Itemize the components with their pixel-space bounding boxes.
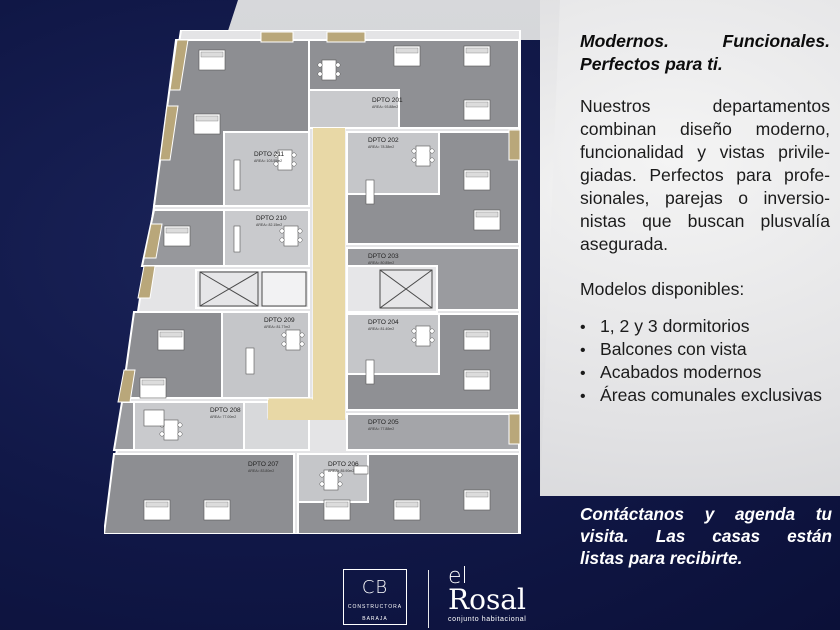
- headline-word-2: Funcionales.: [722, 31, 830, 51]
- paragraph-line: sionales, parejas o inversio-: [580, 188, 830, 208]
- models-list: [580, 315, 830, 407]
- bullet-icon: •: [580, 319, 586, 336]
- model-item: [580, 315, 830, 338]
- unit-label: DPTO 206: [328, 461, 359, 468]
- unit-label: DPTO 204: [368, 319, 399, 326]
- dining-table-icon: [416, 146, 430, 166]
- dining-table-icon: [416, 326, 430, 346]
- dining-table-icon: [324, 470, 338, 490]
- sofa-icon: [366, 180, 374, 204]
- paragraph-word: Nuestros: [580, 96, 651, 116]
- corridor-main: [313, 128, 345, 420]
- floor-plan-drawing: [104, 30, 526, 534]
- contact-word: están: [787, 526, 832, 546]
- sofa-icon: [234, 226, 240, 252]
- model-label: Balcones con vista: [600, 339, 747, 359]
- paragraph-line: giadas. Perfectos para profe-: [580, 165, 830, 185]
- sofa-icon: [234, 160, 240, 190]
- contact-word: agenda: [734, 504, 796, 524]
- headline-line-2: Perfectos para ti.: [580, 54, 723, 74]
- model-label: Áreas comunales exclusivas: [600, 385, 822, 405]
- unit-area: AREA= 80.85m2: [368, 261, 395, 265]
- model-item: [580, 361, 830, 384]
- unit-area: AREA= 83.80m2: [248, 469, 275, 473]
- cb-sub-1: CONSTRUCTORA: [347, 604, 403, 610]
- sofa-icon: [144, 410, 164, 426]
- paragraph-line: [580, 95, 830, 118]
- paragraph-line: nistas que buscan plusvalía: [580, 211, 830, 231]
- unit-label: DPTO 201: [372, 97, 403, 104]
- constructora-logo: [343, 569, 407, 625]
- cb-sub-2: BARAJA: [362, 616, 388, 622]
- model-label: 1, 2 y 3 dormitorios: [600, 316, 750, 336]
- headline: [580, 30, 830, 76]
- dining-table-icon: [286, 330, 300, 350]
- brand-name: Rosal: [448, 583, 526, 616]
- contact-word: Las: [655, 526, 686, 546]
- brand-tagline: conjunto habitacional: [448, 616, 527, 623]
- logo-divider: [428, 570, 429, 628]
- unit-area: AREA= 81.40m2: [368, 327, 395, 331]
- contact-word: y: [704, 504, 715, 524]
- paragraph-word: departamentos: [712, 96, 830, 116]
- cb-mark: CB: [361, 577, 389, 598]
- contact-word: casas: [712, 526, 761, 546]
- unit-label: DPTO 203: [368, 253, 399, 260]
- contact-line: [580, 503, 832, 525]
- sofa-icon: [366, 360, 374, 384]
- dining-table-icon: [164, 420, 178, 440]
- core-right: [347, 266, 437, 312]
- unit-201-light: [309, 90, 399, 128]
- description-panel: [580, 30, 830, 407]
- el-rosal-logo: [448, 566, 526, 623]
- models-title: Modelos disponibles:: [580, 279, 745, 299]
- sofa-icon: [246, 348, 254, 374]
- unit-area: AREA= 77.00m2: [210, 415, 237, 419]
- unit-area: AREA= 85.90m2: [328, 469, 355, 473]
- unit-label: DPTO 211: [254, 151, 285, 158]
- headline-word-1: Modernos.: [580, 31, 669, 51]
- contact-line: listas para recibirte.: [580, 548, 743, 568]
- unit-label: DPTO 208: [210, 407, 241, 414]
- unit-label: DPTO 209: [264, 317, 295, 324]
- bullet-icon: •: [580, 342, 586, 359]
- contact-word: Contáctanos: [580, 504, 685, 524]
- unit-area: AREA= 77.88m2: [368, 427, 395, 431]
- contact-word: visita.: [580, 526, 629, 546]
- model-item: [580, 338, 830, 361]
- floor-plan: [104, 30, 526, 534]
- unit-area: AREA= 93.88m2: [372, 105, 399, 109]
- unit-label: DPTO 205: [368, 419, 399, 426]
- unit-label: DPTO 207: [248, 461, 279, 468]
- core-left: [196, 270, 309, 308]
- unit-label: DPTO 202: [368, 137, 399, 144]
- unit-label: DPTO 210: [256, 215, 287, 222]
- unit-area: AREA= 78.38m2: [368, 145, 395, 149]
- contact-callout: [580, 503, 832, 569]
- bullet-icon: •: [580, 365, 586, 382]
- unit-area: AREA= 103.55m2: [254, 159, 283, 163]
- dining-table-icon: [284, 226, 298, 246]
- paragraph-line: asegurada.: [580, 234, 669, 254]
- unit-area: AREA= 81.77m2: [264, 325, 291, 329]
- contact-line: [580, 525, 832, 547]
- brand-el: el: [448, 564, 468, 589]
- dining-table-icon: [322, 60, 336, 80]
- unit-area: AREA= 82.15m2: [256, 223, 283, 227]
- model-label: Acabados modernos: [600, 362, 762, 382]
- model-item: [580, 384, 830, 407]
- paragraph-line: funcionalidad y vistas privile-: [580, 142, 830, 162]
- contact-word: tu: [815, 504, 832, 524]
- bullet-icon: •: [580, 388, 586, 405]
- paragraph-line: combinan diseño moderno,: [580, 119, 830, 139]
- description-paragraph: [580, 95, 830, 256]
